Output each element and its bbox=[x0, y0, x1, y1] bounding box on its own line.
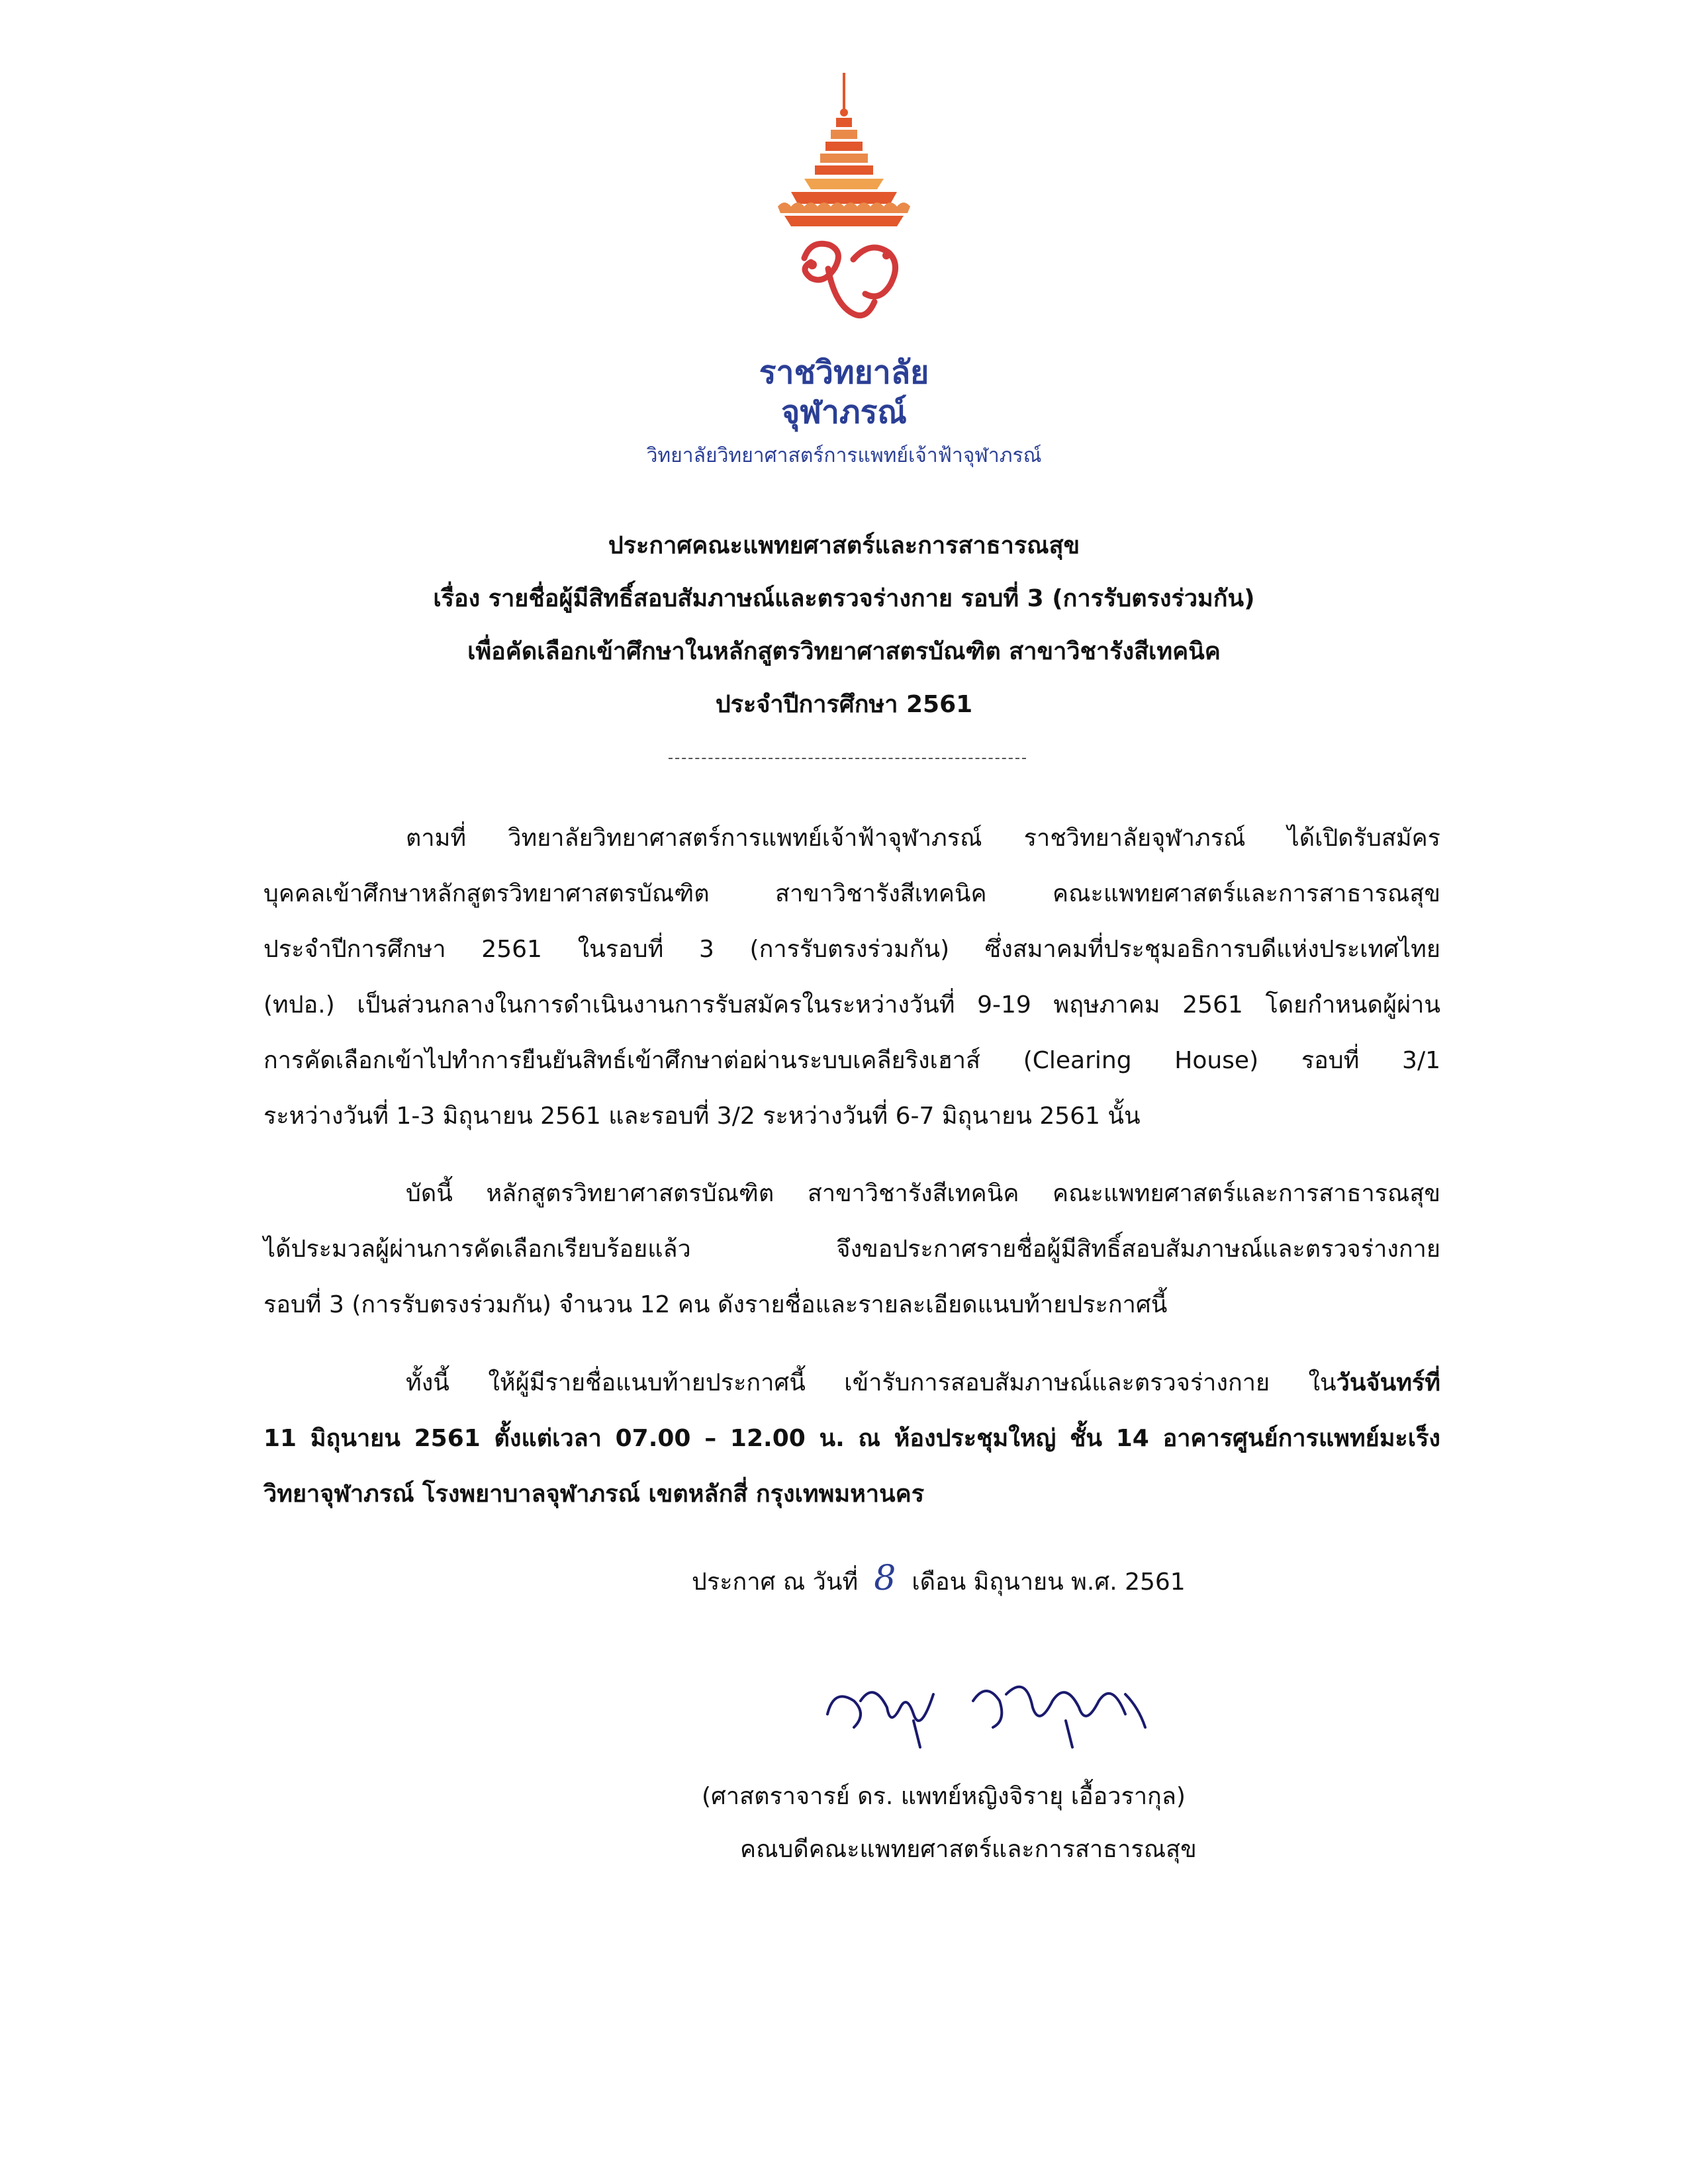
announcement-title: ประกาศคณะแพทยศาสตร์และการสาธารณสุข bbox=[608, 532, 1080, 559]
logo bbox=[712, 66, 976, 344]
signer-position: คณบดีคณะแพทยศาสตร์และการสาธารณสุข bbox=[740, 1836, 1197, 1863]
paragraph-line: (ทปอ.) เป็นส่วนกลางในการดำเนินงานการรับสมัครในระหว่างวันที่ 9-19 พฤษภาคม 2561 โดยกำหนดผู้ผ่าน bbox=[263, 991, 1440, 1019]
paragraph-2 bbox=[263, 1166, 1440, 1333]
academic-year: ประจำปีการศึกษา 2561 bbox=[715, 691, 973, 718]
signer-name: (ศาสตราจารย์ ดร. แพทย์หญิงจิรายุ เอื้อวรากุล) bbox=[702, 1783, 1186, 1810]
institution-name-line1: ราชวิทยาลัย bbox=[759, 354, 929, 391]
title-separator bbox=[669, 758, 1026, 759]
paragraph-line: บัดนี้ หลักสูตรวิทยาศาสตรบัณฑิต สาขาวิชารังสีเทคนิค คณะแพทยศาสตร์และการสาธารณสุข bbox=[406, 1180, 1440, 1207]
paragraph-line: ประจำปีการศึกษา 2561 ในรอบที่ 3 (การรับตรงร่วมกัน) ซึ่งสมาคมที่ประชุมอธิการบดีแห่งประเทศไทย bbox=[263, 936, 1440, 963]
announcement-date bbox=[692, 1559, 1186, 1600]
paragraph-line bbox=[263, 1355, 1440, 1411]
interview-location: วิทยาจุฬาภรณ์ โรงพยาบาลจุฬาภรณ์ เขตหลักสี่ กรุงเทพมหานคร bbox=[263, 1480, 925, 1508]
paragraph-3 bbox=[263, 1355, 1440, 1522]
announcement-subject: เรื่อง รายชื่อผู้มีสิทธิ์สอบสัมภาษณ์และตรวจร่างกาย รอบที่ 3 (การรับตรงร่วมกัน) bbox=[433, 585, 1255, 612]
paragraph-3-intro: ทั้งนี้ ให้ผู้มีรายชื่อแนบท้ายประกาศนี้ เข้ารับการสอบสัมภาษณ์และตรวจร่างกาย ใน bbox=[406, 1369, 1336, 1396]
paragraph-line: ตามที่ วิทยาลัยวิทยาศาสตร์การแพทย์เจ้าฟ้าจุฬาภรณ์ ราชวิทยาลัยจุฬาภรณ์ ได้เปิดรับสมัคร bbox=[406, 825, 1440, 852]
paragraph-line: การคัดเลือกเข้าไปทำการยืนยันสิทธ์เข้าศึกษาต่อผ่านระบบเคลียริงเฮาส์ (Clearing House) รอบที่ 3/1 bbox=[263, 1047, 1440, 1074]
handwritten-signature-icon bbox=[814, 1655, 1158, 1767]
paragraph-line: ได้ประมวลผู้ผ่านการคัดเลือกเรียบร้อยแล้ว จึงขอประกาศรายชื่อผู้มีสิทธิ์สอบสัมภาษณ์และตรวจร่างกาย bbox=[263, 1236, 1440, 1263]
paragraph-1 bbox=[263, 811, 1440, 1144]
chulabhorn-royal-crest-icon bbox=[712, 66, 976, 344]
date-day-handwritten: 8 bbox=[874, 1559, 896, 1598]
interview-date-time-venue: 11 มิถุนายน 2561 ตั้งแต่เวลา 07.00 – 12.00 น. ณ ห้องประชุมใหญ่ ชั้น 14 อาคารศูนย์การแพทย์มะเร็ง bbox=[263, 1425, 1440, 1452]
date-prefix: ประกาศ ณ วันที่ bbox=[692, 1569, 859, 1596]
institution-name-line2: จุฬาภรณ์ bbox=[781, 394, 907, 431]
paragraph-line: รอบที่ 3 (การรับตรงร่วมกัน) จำนวน 12 คน ดังรายชื่อและรายละเอียดแนบท้ายประกาศนี้ bbox=[263, 1291, 1168, 1318]
paragraph-line: ระหว่างวันที่ 1-3 มิถุนายน 2561 และรอบที่ 3/2 ระหว่างวันที่ 6-7 มิถุนายน 2561 นั้น bbox=[263, 1103, 1141, 1130]
announcement-purpose: เพื่อคัดเลือกเข้าศึกษาในหลักสูตรวิทยาศาสตรบัณฑิต สาขาวิชารังสีเทคนิค bbox=[467, 638, 1221, 665]
paragraph-line: บุคคลเข้าศึกษาหลักสูตรวิทยาศาสตรบัณฑิต สาขาวิชารังสีเทคนิค คณะแพทยศาสตร์และการสาธารณสุข bbox=[263, 880, 1440, 907]
college-name: วิทยาลัยวิทยาศาสตร์การแพทย์เจ้าฟ้าจุฬาภรณ์ bbox=[646, 444, 1042, 467]
date-suffix: เดือน มิถุนายน พ.ศ. 2561 bbox=[912, 1569, 1186, 1596]
interview-day: วันจันทร์ที่ bbox=[1336, 1369, 1440, 1396]
